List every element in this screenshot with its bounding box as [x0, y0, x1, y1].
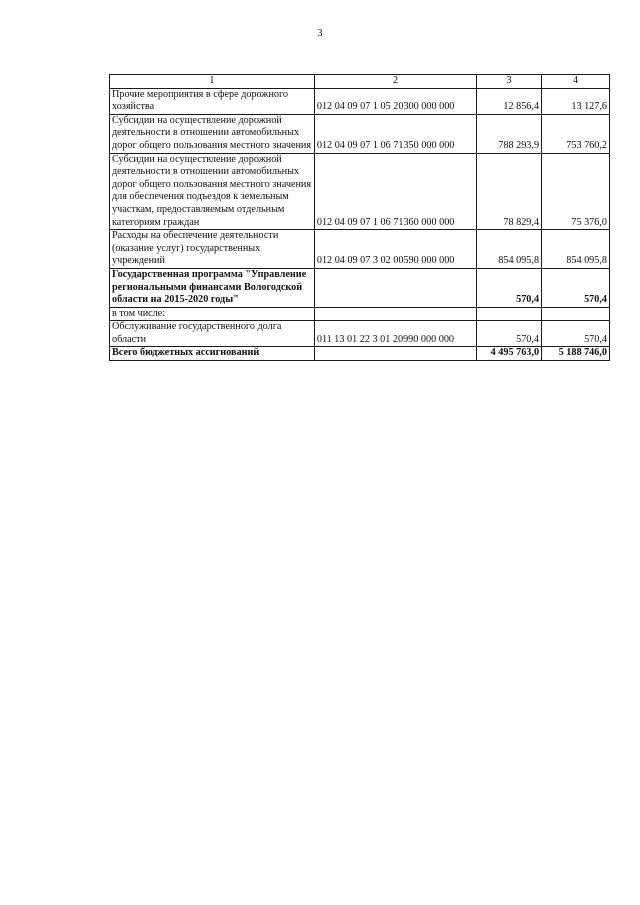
row-value-4: 5 188 746,0: [542, 347, 610, 361]
row-value-3: 78 829,4: [477, 153, 542, 230]
table-row: [110, 114, 610, 153]
table-header-row: [110, 75, 610, 89]
table-row-program: [110, 268, 610, 307]
column-header-3: 3: [477, 75, 542, 89]
row-name: Прочие мероприятия в сфере дорожного хозяйства: [110, 88, 315, 114]
row-code: [314, 307, 476, 321]
row-code: [314, 347, 476, 361]
row-value-3: 570,4: [477, 321, 542, 347]
row-name: Всего бюджетных ассигнований: [110, 347, 315, 361]
row-code: 012 04 09 07 1 06 71360 000 000: [314, 153, 476, 230]
row-code: [314, 268, 476, 307]
row-name: Обслуживание государственного долга области: [110, 321, 315, 347]
table-row: [110, 307, 610, 321]
row-value-3: 570,4: [477, 268, 542, 307]
row-code: 012 04 09 07 1 05 20300 000 000: [314, 88, 476, 114]
row-value-3: 12 856,4: [477, 88, 542, 114]
table-row: [110, 230, 610, 269]
row-value-3: [477, 307, 542, 321]
table-row: [110, 153, 610, 230]
row-value-4: 13 127,6: [542, 88, 610, 114]
row-code: 011 13 01 22 3 01 20990 000 000: [314, 321, 476, 347]
table-row: [110, 321, 610, 347]
table-row-total: [110, 347, 610, 361]
row-name: Субсидии на осуществление дорожной деятельности в отношении автомобильных дорог общего пользования местного значения для обеспечения подъездов к земельным участкам, предоставляемым отдельным категориям граждан: [110, 153, 315, 230]
column-header-2: 2: [314, 75, 476, 89]
page-number: 3: [317, 28, 323, 39]
row-code: 012 04 09 07 1 06 71350 000 000: [314, 114, 476, 153]
row-value-3: 788 293,9: [477, 114, 542, 153]
row-value-3: 4 495 763,0: [477, 347, 542, 361]
column-header-4: 4: [542, 75, 610, 89]
row-value-4: 570,4: [542, 321, 610, 347]
row-value-4: 75 376,0: [542, 153, 610, 230]
row-name: Расходы на обеспечение деятельности (оказание услуг) государственных учреждений: [110, 230, 315, 269]
row-code: 012 04 09 07 3 02 00590 000 000: [314, 230, 476, 269]
column-header-1: 1: [110, 75, 315, 89]
row-name: в том числе:: [110, 307, 315, 321]
row-name: Субсидии на осуществление дорожной деятельности в отношении автомобильных дорог общего пользования местного значения: [110, 114, 315, 153]
row-value-4: 753 760,2: [542, 114, 610, 153]
row-value-4: 854 095,8: [542, 230, 610, 269]
row-name: Государственная программа "Управление региональными финансами Вологодской области на 2015-2020 годы": [110, 268, 315, 307]
row-value-3: 854 095,8: [477, 230, 542, 269]
row-value-4: 570,4: [542, 268, 610, 307]
row-value-4: [542, 307, 610, 321]
table-row: [110, 88, 610, 114]
budget-table: [109, 74, 610, 361]
